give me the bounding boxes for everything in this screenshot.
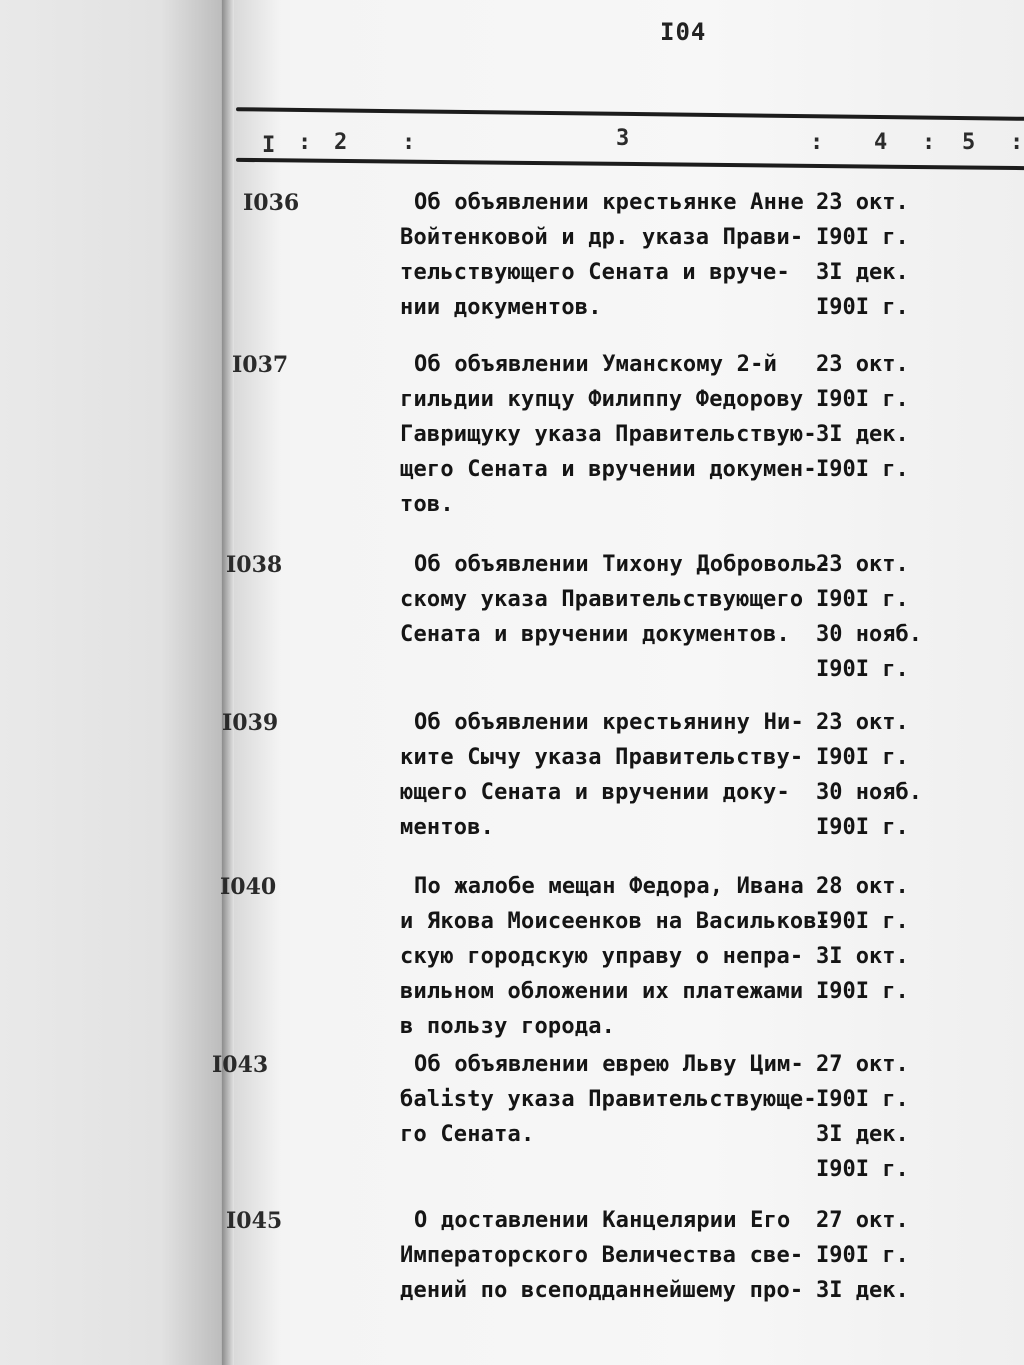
- entry-description-line: ментов.: [400, 815, 495, 840]
- left-page: [0, 0, 230, 1365]
- entry-description-line: вильном обложении их платежами: [400, 979, 804, 1004]
- entry-number: I037: [232, 352, 289, 378]
- entry-description-line: Сената и вручении документов.: [400, 622, 790, 647]
- entry-date-line: I90I г.: [816, 1243, 909, 1268]
- entry-description-line: тов.: [400, 492, 454, 517]
- entry-number: I045: [226, 1208, 283, 1234]
- entry-date-line: I90I г.: [816, 225, 909, 250]
- entry-description-line: и Якова Моисеенков на Васильков-: [400, 909, 831, 934]
- column-header-3: 3: [616, 126, 630, 151]
- page-number: I04: [660, 18, 707, 46]
- entry-date-line: 3I окт.: [816, 944, 909, 969]
- entry-description-line: щего Сената и вручении докумен-: [400, 457, 817, 482]
- entry-date-line: 3I дек.: [816, 260, 909, 285]
- entry-number: I039: [222, 710, 279, 736]
- entry-description-line: О доставлении Канцелярии Его: [414, 1208, 791, 1233]
- entry-description-line: Об объявлении Уманскому 2-й: [414, 352, 778, 377]
- column-header-4: 4: [874, 130, 888, 155]
- column-header-2: 2: [334, 130, 348, 155]
- entry-description-line: Об объявлении еврею Льву Цим-: [414, 1052, 804, 1077]
- entry-description-line: ющего Сената и вручении доку-: [400, 780, 790, 805]
- entry-number: I036: [243, 190, 300, 216]
- entry-description-line: гильдии купцу Филиппу Федорову: [400, 387, 804, 412]
- entry-description-line: нии документов.: [400, 295, 602, 320]
- entry-date-line: 30 нояб.: [816, 622, 922, 647]
- entry-date-line: I90I г.: [816, 909, 909, 934]
- entry-date-line: I90I г.: [816, 587, 909, 612]
- entry-description-line: По жалобе мещан Федора, Ивана: [414, 874, 804, 899]
- entry-date-line: I90I г.: [816, 815, 909, 840]
- entry-date-line: 3I дек.: [816, 422, 909, 447]
- entry-date-line: I90I г.: [816, 457, 909, 482]
- entry-date-line: I90I г.: [816, 387, 909, 412]
- entry-date-line: 23 окт.: [816, 190, 909, 215]
- entry-description-line: Гаврищуку указа Правительствую-: [400, 422, 817, 447]
- entry-date-line: I90I г.: [816, 657, 909, 682]
- entry-description-line: в пользу города.: [400, 1014, 616, 1039]
- entry-date-line: 27 окт.: [816, 1052, 909, 1077]
- entry-description-line: бalistу указа Правительствующе-: [400, 1087, 817, 1112]
- entry-number: I038: [226, 552, 283, 578]
- column-header-5: 5: [962, 130, 976, 155]
- entry-description-line: Об объявлении Тихону Доброволь-: [414, 552, 831, 577]
- entry-date-line: I90I г.: [816, 295, 909, 320]
- entry-description-line: ките Сычу указа Правительству-: [400, 745, 804, 770]
- entry-description-line: тельствующего Сената и вруче-: [400, 260, 790, 285]
- entry-date-line: 23 окт.: [816, 552, 909, 577]
- entry-date-line: I90I г.: [816, 1087, 909, 1112]
- entry-date-line: 30 нояб.: [816, 780, 922, 805]
- entry-description-line: скому указа Правительствующего: [400, 587, 804, 612]
- entry-date-line: I90I г.: [816, 979, 909, 1004]
- entry-description-line: Войтенковой и др. указа Прави-: [400, 225, 804, 250]
- entry-description-line: дений по всеподданнейшему про-: [400, 1278, 804, 1303]
- entry-date-line: 23 окт.: [816, 710, 909, 735]
- entry-date-line: 3I дек.: [816, 1278, 909, 1303]
- entry-number: I040: [220, 874, 277, 900]
- entry-date-line: I90I г.: [816, 745, 909, 770]
- entry-date-line: 27 окт.: [816, 1208, 909, 1233]
- entry-description-line: Об объявлении крестьянке Анне: [414, 190, 804, 215]
- entry-date-line: 28 окт.: [816, 874, 909, 899]
- entry-date-line: I90I г.: [816, 1157, 909, 1182]
- entry-description-line: Об объявлении крестьянину Ни-: [414, 710, 804, 735]
- entry-date-line: 3I дек.: [816, 1122, 909, 1147]
- entry-number: I043: [212, 1052, 269, 1078]
- entry-description-line: Императорского Величества све-: [400, 1243, 804, 1268]
- entry-description-line: скую городскую управу о непра-: [400, 944, 804, 969]
- entry-description-line: го Сената.: [400, 1122, 535, 1147]
- entry-date-line: 23 окт.: [816, 352, 909, 377]
- column-header-1: I: [262, 133, 276, 158]
